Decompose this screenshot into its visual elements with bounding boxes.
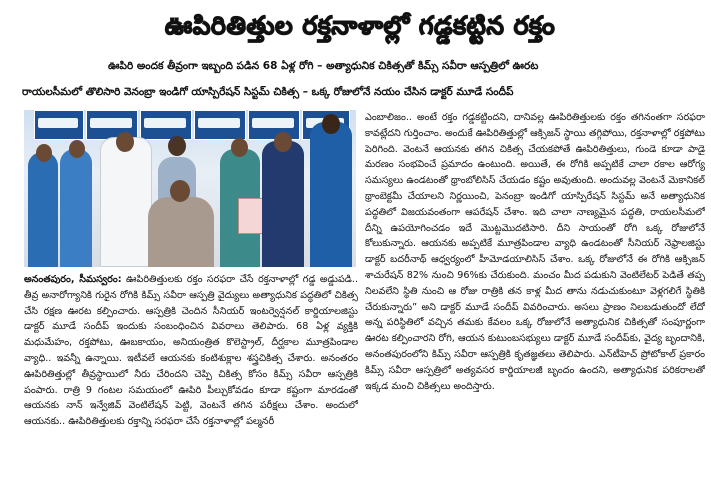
staff-person [60,149,92,267]
patient-person [148,197,214,267]
article-body-right: ఎంబాలిజం.. అంటే రక్తం గడ్డకట్టిందని, దానివల్ల ఊపిరితిత్తులకు రక్తం తగినంతగా సరఫరా కావట్లేదని గుర్తించాం. అందుకే ఊపిరితిత్తుల్లో ఆక్సిజన్ స్థాయి తగ్గిపోయి, రక్తనాళాల్లో రక్తపోటు పెరిగింది. వెంటనే ఆయనకు తగిన చికిత్స చేయకపోతే ఊపిరితిత్తులు, గుండె కూడా పాడై మరణం సంభవించే ప్రమాదం ఉంటుంది. అయితే, ఈ రోగికి అప్పటికే చాలా రకాల ఆరోగ్య సమస్యలు ఉండటంతో థ్రాంబోలిసిస్ చేయడం కష్టం అవుతుంది. అందువల్ల వెంటనే మెకానికల్ థ్రాంబెక్టమీ చేయాలని నిర్ణయించి, పెనంబ్రా ఇండిగో యాస్పిరేషన్ సిస్టమ్ అనే అత్యాధునిక పద్ధతిలో విజయవంతంగా ఆపరేషన్ చేశాం. ఇది చాలా నాణ్యమైన పద్ధతి, రాయలసీమలో దీన్ని ఉపయోగించడం ఇదే మొట్టమొదటిసారి. దీని సాయంతో రోగి ఒక్క రోజులోనే కోలుకున్నారు. ఆయనకు అప్పటికే మూత్రపిండాల వ్యాధి ఉండటంతో సీనియర్ నెఫ్రాలజిస్టు డాక్టర్ బదరీనాథ్ ఆధ్వర్యంలో హీమోడయాలిసిస్ చేశాం. ఒక్క రోజులోనే ఈ రోగికి ఆక్సిజన్ శాచురేషన్ 82% నుంచి 96%కు చేరుకుంది. మంచం మీద పడుకుని వెంటిలేటర్ పెడితే తప్ప నిలవలేని స్థితి నుంచి ఆ రోజు రాత్రికి తన కాళ్ల మీద తాను నడుచుకుంటూ వెళ్లగలిగే స్థితికి చేరుకున్నారు” అని డాక్టర్ మూడే సందీప్ వివరించారు. అసలు ప్రాణం నిలబడుతుందో లేదో అన్న పరిస్థితిలో వచ్చిన తమకు కేవలం ఒక్క రోజులోనే అత్యాధునిక చికిత్సతో సంపూర్ణంగా ఊరట కల్పించారని రోగి, ఆయన కుటుంబసభ్యులు డాక్టర్ మూడే సందీప్‌కు, వైద్య బృందానికి, అనంతపురంలోని కిమ్స్ సవీరా ఆస్పత్రికి కృతజ్ఞతలు తెలిపారు. ఎన్‌టీహెచ్ ప్రోటోకాల్ ప్రకారం కిమ్స్ సవీరా ఆస్పత్రిలో అత్యవసర కార్డియాలజీ బృందం ఉందని, అత్యాధునిక పరికరాలతో ఇక్కడ మంచి చికిత్సలు అందిస్తారు. [365,112,705,392]
subheadline-1: ఊపిరి అందక తీవ్రంగా ఇబ్బంది పడిన 68 ఏళ్ల రోగి – అత్యాధునిక చికిత్సతో కిమ్స్ సవీరా ఆస్పత్రిలో ఊరట [108,60,539,72]
dateline: అనంతపురం, సీమస్వరం: [24,274,122,285]
subheadline-2: రాయలసీమలో తొలిసారి వెనంబ్రా ఇండిగో యాస్పిరేషన్ సిస్టమ్ చికిత్స – ఒక్క రోజులోనే నయం చేసిన డాక్టర్ మూడే సందీప్ [22,86,514,98]
doctor-person [100,137,152,267]
doctor-person [262,141,304,267]
headline: ఊపిరితిత్తుల రక్తనాళాల్లో గడ్డకట్టిన రక్తం [164,11,556,40]
article-right-column [365,110,705,484]
article-left-column [24,272,358,484]
staff-person [28,152,58,267]
news-photo [24,110,356,267]
article-body-left: ఊపిరితిత్తులకు రక్తం సరఫరా చేసే రక్తనాళాల్లో గడ్డ అడ్డుపడి.. తీవ్ర అనారోగ్యానికి గురైన రోగికి కిమ్స్ సవీరా ఆస్పత్రి వైద్యులు అత్యాధునిక పద్ధతిలో చికిత్స చేసి రక్షణ ఊరట కల్పించారు. ఆస్పత్రికి చెందిన సీనియర్ ఇంటర్వెన్షనల్ కార్డియాలజిస్టు డాక్టర్ మూడే సందీప్ ఇందుకు సంబంధించిన వివరాలు తెలిపారు. 68 ఏళ్ల వ్యక్తికి మధుమేహం, రక్తపోటు, ఊబకాయం, అనియంత్రిత కొలెస్ట్రాల్, దీర్ఘకాల మూత్రపిండాల వ్యాధి.. ఇవన్నీ ఉన్నాయి. ఇటీవలే ఆయనకు కంటిశుక్లాల శస్త్రచికిత్స చేశారు. అనంతరం ఊపిరితిత్తుల్లో తీవ్రస్థాయిలో నీరు చేరిందని చెప్పి చికిత్స కోసం కిమ్స్ సవీరా ఆస్పత్రికి పంపారు. రాత్రి 9 గంటల సమయంలో ఊపిరి పీల్చుకోవడం కూడా కష్టంగా మారడంతో ఆయనకు నాన్ ఇన్వేజివ్ వెంటిలేషన్ పెట్టి, వెంటనే తగిన పరీక్షలు చేశాం. అందులో ఆయనకు.. ఊపిరితిత్తులకు రక్తాన్ని సరఫరా చేసే రక్తనాళాల్లో పల్మనరీ [24,274,358,428]
staff-person [310,122,352,267]
